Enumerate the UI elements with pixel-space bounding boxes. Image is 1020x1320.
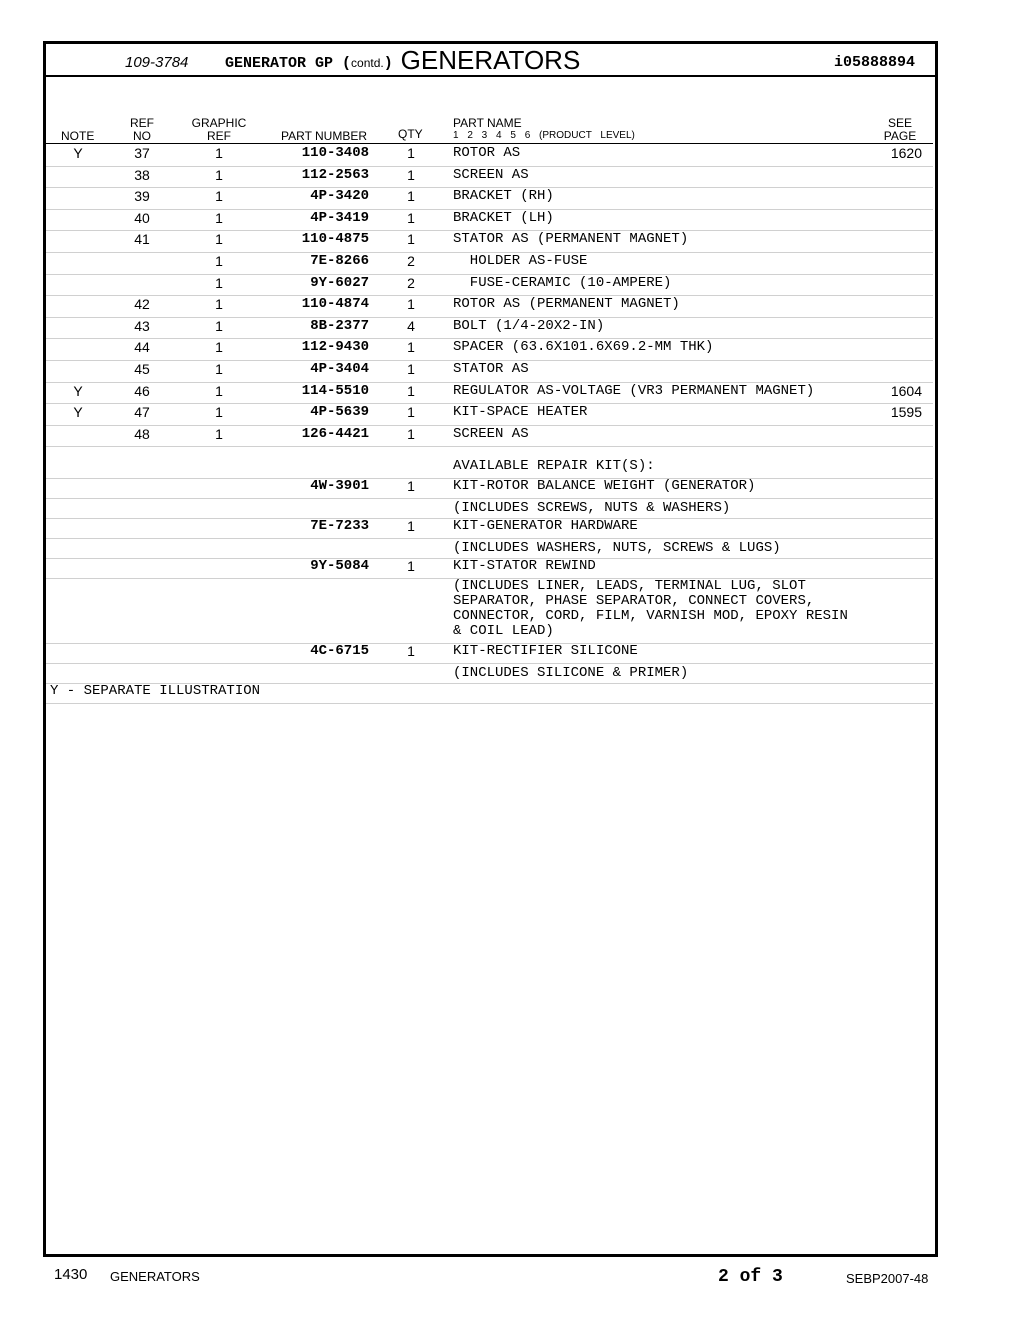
footer-page-number: 1430 bbox=[54, 1266, 88, 1283]
kit-part-number: 4W-3901 bbox=[310, 478, 369, 495]
table-row bbox=[46, 252, 933, 275]
kit-description-line: SEPARATOR, PHASE SEPARATOR, CONNECT COVERS, bbox=[453, 593, 815, 610]
kit-qty: 1 bbox=[407, 558, 415, 575]
col-qty: QTY bbox=[398, 127, 423, 141]
graphic-ref-cell: 1 bbox=[215, 188, 223, 205]
col-part-number: PART NUMBER bbox=[281, 129, 368, 143]
part-name-cell: STATOR AS bbox=[453, 361, 529, 377]
ref-no-cell: 41 bbox=[134, 231, 150, 248]
part-number-cell: 4P-3419 bbox=[310, 209, 369, 226]
part-name-cell: STATOR AS (PERMANENT MAGNET) bbox=[453, 231, 689, 248]
ref-no-cell: 47 bbox=[134, 404, 150, 421]
ref-no-cell: 39 bbox=[134, 188, 150, 205]
kit-qty: 1 bbox=[407, 518, 415, 535]
table-row bbox=[46, 209, 933, 232]
ref-no-cell: 42 bbox=[134, 296, 150, 313]
part-number-cell: 8B-2377 bbox=[310, 317, 369, 334]
note-cell: Y bbox=[73, 404, 83, 421]
col-graphic-line2: REF bbox=[207, 129, 231, 143]
ref-no-cell: 46 bbox=[134, 382, 150, 399]
graphic-ref-cell: 1 bbox=[215, 425, 223, 442]
qty-cell: 1 bbox=[407, 188, 415, 205]
qty-cell: 1 bbox=[407, 296, 415, 313]
qty-cell: 2 bbox=[407, 253, 415, 269]
qty-cell: 1 bbox=[407, 382, 415, 399]
kit-description-line: (INCLUDES WASHERS, NUTS, SCREWS & LUGS) bbox=[453, 540, 781, 557]
col-see-line1: SEE bbox=[887, 116, 912, 130]
see-page-cell: 1595 bbox=[890, 404, 922, 421]
table-row bbox=[46, 425, 933, 448]
qty-cell: 1 bbox=[407, 231, 415, 248]
kit-name: KIT-RECTIFIER SILICONE bbox=[453, 643, 638, 660]
group-name-text: GENERATOR GP ( bbox=[225, 55, 352, 72]
kit-row bbox=[46, 518, 933, 539]
part-name-cell: REGULATOR AS-VOLTAGE (VR3 PERMANENT MAGNET) bbox=[453, 382, 815, 399]
qty-cell: 1 bbox=[407, 145, 415, 161]
kit-description-line: (INCLUDES SILICONE & PRIMER) bbox=[453, 665, 689, 682]
kits-heading-row bbox=[46, 458, 933, 479]
table-row bbox=[46, 274, 933, 297]
ref-no-cell: 38 bbox=[134, 166, 150, 183]
legend-text: Y - SEPARATE ILLUSTRATION bbox=[50, 683, 261, 700]
group-contd: contd. bbox=[351, 56, 384, 70]
kit-description-row bbox=[46, 498, 933, 519]
part-name-cell: BRACKET (RH) bbox=[453, 188, 554, 205]
part-number-cell: 110-4875 bbox=[301, 231, 369, 248]
col-see-line2: PAGE bbox=[883, 129, 917, 143]
ref-no-cell: 48 bbox=[134, 425, 150, 442]
graphic-ref-cell: 1 bbox=[215, 361, 223, 377]
part-number-cell: 110-3408 bbox=[301, 145, 369, 161]
graphic-ref-cell: 1 bbox=[215, 339, 223, 356]
graphic-ref-cell: 1 bbox=[215, 145, 223, 161]
kit-part-number: 7E-7233 bbox=[310, 518, 369, 535]
table-row bbox=[46, 338, 933, 361]
kits-heading: AVAILABLE REPAIR KIT(S): bbox=[453, 458, 655, 475]
part-number-cell: 110-4874 bbox=[301, 296, 369, 313]
qty-cell: 4 bbox=[407, 317, 415, 334]
see-page-cell: 1604 bbox=[890, 382, 922, 399]
part-number-cell: 4P-3404 bbox=[310, 361, 369, 377]
table-row bbox=[46, 187, 933, 210]
table-row bbox=[46, 317, 933, 340]
part-number-cell: 9Y-6027 bbox=[310, 274, 369, 291]
part-number-cell: 7E-8266 bbox=[310, 253, 369, 269]
kit-row bbox=[46, 558, 933, 579]
part-name-cell: SPACER (63.6X101.6X69.2-MM THK) bbox=[453, 339, 714, 356]
graphic-ref-cell: 1 bbox=[215, 296, 223, 313]
kit-description-line: (INCLUDES SCREWS, NUTS & WASHERS) bbox=[453, 500, 731, 517]
illustration-id: i05888894 bbox=[833, 54, 915, 71]
kit-part-number: 4C-6715 bbox=[310, 643, 369, 660]
qty-cell: 1 bbox=[407, 361, 415, 377]
ref-no-cell: 44 bbox=[134, 339, 150, 356]
see-page-cell: 1620 bbox=[890, 145, 922, 161]
ref-no-cell: 43 bbox=[134, 317, 150, 334]
qty-cell: 1 bbox=[407, 339, 415, 356]
part-name-cell: BOLT (1/4-20X2-IN) bbox=[453, 317, 605, 334]
part-name-cell: HOLDER AS-FUSE bbox=[453, 253, 588, 269]
part-name-cell: SCREEN AS bbox=[453, 425, 529, 442]
col-ref-line1: REF bbox=[130, 116, 154, 130]
ref-no-cell: 45 bbox=[134, 361, 150, 377]
group-name bbox=[225, 54, 393, 72]
part-number-cell: 112-2563 bbox=[301, 166, 369, 183]
note-cell: Y bbox=[73, 382, 83, 399]
kit-name: KIT-GENERATOR HARDWARE bbox=[453, 518, 638, 535]
kit-name: KIT-ROTOR BALANCE WEIGHT (GENERATOR) bbox=[453, 478, 756, 495]
group-name-close: ) bbox=[383, 55, 393, 72]
kit-description-row bbox=[46, 578, 933, 644]
part-number-cell: 126-4421 bbox=[301, 425, 369, 442]
page-title: GENERATORS bbox=[46, 44, 935, 77]
kit-description-row bbox=[46, 538, 933, 559]
part-number-cell: 4P-5639 bbox=[310, 404, 369, 421]
col-graphic-line1: GRAPHIC bbox=[191, 116, 247, 130]
graphic-ref-cell: 1 bbox=[215, 209, 223, 226]
part-name-cell: FUSE-CERAMIC (10-AMPERE) bbox=[453, 274, 672, 291]
note-cell: Y bbox=[73, 145, 83, 161]
graphic-ref-cell: 1 bbox=[215, 274, 223, 291]
kit-row bbox=[46, 478, 933, 499]
table-row bbox=[46, 403, 933, 426]
ref-no-cell: 37 bbox=[134, 145, 150, 161]
kit-qty: 1 bbox=[407, 643, 415, 660]
qty-cell: 2 bbox=[407, 274, 415, 291]
table-row bbox=[46, 144, 933, 167]
table-row bbox=[46, 360, 933, 383]
part-number-cell: 114-5510 bbox=[301, 382, 369, 399]
graphic-ref-cell: 1 bbox=[215, 231, 223, 248]
graphic-ref-cell: 1 bbox=[215, 382, 223, 399]
kit-name: KIT-STATOR REWIND bbox=[453, 558, 596, 575]
table-row bbox=[46, 230, 933, 253]
graphic-ref-cell: 1 bbox=[215, 404, 223, 421]
kit-description-line: CONNECTOR, CORD, FILM, VARNISH MOD, EPOXY RESIN bbox=[453, 608, 848, 625]
ref-no-cell: 40 bbox=[134, 209, 150, 226]
col-part-name: PART NAME bbox=[453, 116, 522, 130]
graphic-ref-cell: 1 bbox=[215, 253, 223, 269]
graphic-ref-cell: 1 bbox=[215, 317, 223, 334]
footer-doc-id: SEBP2007-48 bbox=[846, 1271, 929, 1286]
part-name-cell: ROTOR AS bbox=[453, 145, 521, 161]
kit-description-row bbox=[46, 663, 933, 684]
footer-page-of: 2 of 3 bbox=[718, 1267, 783, 1287]
part-name-cell: SCREEN AS bbox=[453, 166, 529, 183]
table-row bbox=[46, 295, 933, 318]
graphic-ref-cell: 1 bbox=[215, 166, 223, 183]
col-product-level: 1 2 3 4 5 6 (PRODUCT LEVEL) bbox=[453, 130, 635, 141]
kit-description-line: & COIL LEAD) bbox=[453, 623, 554, 640]
part-number-cell: 112-9430 bbox=[301, 339, 369, 356]
kit-description-line: (INCLUDES LINER, LEADS, TERMINAL LUG, SLOT bbox=[453, 578, 806, 595]
kit-row bbox=[46, 643, 933, 664]
table-row bbox=[46, 382, 933, 405]
group-number: 109-3784 bbox=[125, 54, 189, 71]
qty-cell: 1 bbox=[407, 166, 415, 183]
legend-row bbox=[46, 683, 933, 704]
col-ref-line2: NO bbox=[133, 129, 151, 143]
qty-cell: 1 bbox=[407, 425, 415, 442]
footer-section: GENERATORS bbox=[110, 1269, 200, 1284]
kit-qty: 1 bbox=[407, 478, 415, 495]
part-name-cell: KIT-SPACE HEATER bbox=[453, 404, 588, 421]
part-number-cell: 4P-3420 bbox=[310, 188, 369, 205]
table-row bbox=[46, 166, 933, 189]
part-name-cell: ROTOR AS (PERMANENT MAGNET) bbox=[453, 296, 680, 313]
part-name-cell: BRACKET (LH) bbox=[453, 209, 554, 226]
col-note: NOTE bbox=[61, 129, 95, 143]
qty-cell: 1 bbox=[407, 209, 415, 226]
qty-cell: 1 bbox=[407, 404, 415, 421]
kit-part-number: 9Y-5084 bbox=[310, 558, 369, 575]
